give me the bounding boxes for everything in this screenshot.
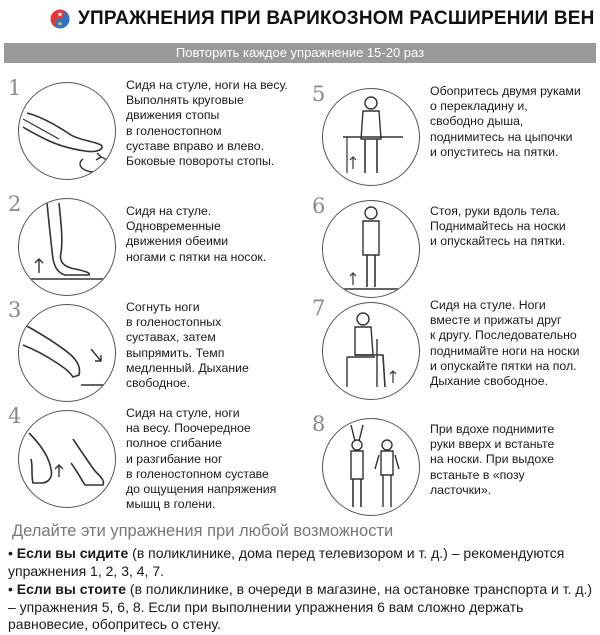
exercise-illustration (322, 302, 420, 400)
sitting-recommendation: • Если вы сидите (в поликлинике, дома перед телевизором и т. д.) – рекомендуются упражнения 1, 2, 3, 4, 7. (8, 545, 565, 579)
heel-toe-icon (19, 199, 115, 295)
exercise-1 (8, 76, 298, 186)
exercise-text: Сидя на стуле. Ноги вместе и прижаты друг к другу. Последовательно поднимайте ноги на носки и опускайте пятки на пол. Дыхание свободное. (430, 298, 580, 389)
sitting-lead: Если вы сидите (16, 545, 129, 561)
exercise-number: 1 (8, 76, 22, 100)
standing-barre-icon (323, 89, 419, 185)
exercise-text: При вдохе поднимите руки вверх и встаньте на носки. При выдохе встаньте в «позу ласточки». (430, 422, 555, 497)
page-title: УПРАЖНЕНИЯ ПРИ ВАРИКОЗНОМ РАСШИРЕНИИ ВЕН (78, 8, 595, 29)
exercise-illustration (322, 88, 420, 186)
tiptoe-stand-icon (323, 201, 419, 297)
standing-text: (в поликлинике, в очереди в магазине, на остановке транспорта и т. д.) – упражнения 5, 6, 8. Если при выполнении упражнения 6 вам сложно держать равновесие, обопритесь о стену. (8, 581, 593, 632)
ankle-flex-icon (19, 305, 115, 401)
exercise-illustration (18, 304, 116, 402)
exercise-7 (312, 296, 600, 406)
exercise-number: 6 (312, 194, 326, 218)
exercise-number: 5 (312, 82, 326, 106)
exercise-number: 2 (8, 192, 22, 216)
repeat-banner: Повторить каждое упражнение 15-20 раз (4, 43, 596, 63)
alternating-feet-icon (19, 411, 115, 507)
exercise-text: Стоя, руки вдоль тела. Поднимайтесь на носки и опускайтесь на пятки. (430, 204, 566, 249)
exercise-text: Сидя на стуле, ноги на весу. Поочередное полное сгибание и разгибание ног в голеностопном суставе до ощущения напряжения мышц в голени. (126, 406, 277, 512)
exercise-illustration (322, 418, 420, 516)
exercise-4 (8, 404, 298, 514)
standing-recommendation: • Если вы стоите (в поликлинике, в очереди в магазине, на остановке транспорта и т. д.) – упражнения 5, 6, 8. Если при выполнении упражнения 6 вам сложно держать равновесие, обопритесь о стену. (8, 581, 593, 632)
exercise-illustration (322, 200, 420, 298)
header (0, 0, 600, 36)
seated-raise-icon (323, 303, 419, 399)
exercise-illustration (18, 410, 116, 508)
exercise-number: 4 (8, 404, 22, 428)
exercise-text: Сидя на стуле. Одновременные движения обеими ногами с пятки на носок. (126, 204, 267, 264)
exercise-2 (8, 192, 298, 302)
exercise-number: 7 (312, 296, 326, 320)
foot-rotation-icon (19, 83, 115, 179)
logo-icon (50, 9, 70, 29)
sitting-text: (в поликлинике, дома перед телевизором и т. д.) – рекомендуются упражнения 1, 2, 3, 4, 7. (8, 545, 565, 579)
exercise-text: Согнуть ноги в голеностопных суставах, затем выпрямить. Темп медленный. Дыхание свободное. (126, 300, 249, 391)
exercise-8 (312, 412, 600, 522)
arms-up-swallow-icon (323, 419, 419, 515)
recommendation-title: Делайте эти упражнения при любой возможности (12, 522, 394, 540)
exercise-illustration (18, 82, 116, 180)
exercise-5 (312, 82, 600, 192)
exercise-number: 8 (312, 412, 326, 436)
exercise-6 (312, 194, 600, 304)
exercise-text: Обопритесь двумя руками о перекладину и, свободно дыша, поднимитесь на цыпочки и опуститесь на пятки. (430, 84, 581, 159)
exercise-number: 3 (8, 298, 22, 322)
exercise-3 (8, 298, 298, 408)
exercise-text: Сидя на стуле, ноги на весу. Выполнять круговые движения стопы в голеностопном суставе вправо и влево. Боковые повороты стопы. (126, 78, 288, 169)
standing-lead: Если вы стоите (16, 581, 127, 597)
exercise-illustration (18, 198, 116, 296)
